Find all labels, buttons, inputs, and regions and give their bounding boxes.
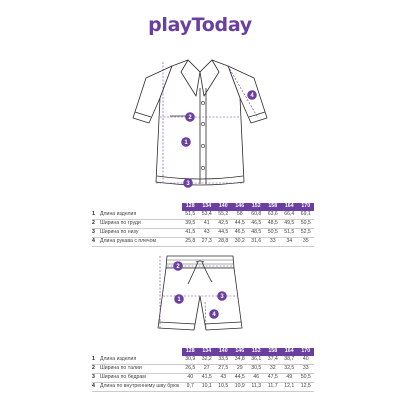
cell-value: 51,5: [182, 211, 199, 220]
cell-value: 32,5: [281, 365, 298, 374]
cell-value: 11,3: [248, 383, 265, 392]
table-row: [92, 356, 314, 365]
table-row: [92, 211, 314, 220]
size-header: 170: [298, 348, 315, 356]
cell-value: 35: [298, 238, 315, 247]
cell-value: 41,5: [182, 229, 199, 238]
cell-value: 37,4: [265, 356, 282, 365]
cell-value: 49: [281, 374, 298, 383]
cell-value: 63,6: [265, 211, 282, 220]
cell-value: 30,9: [182, 356, 199, 365]
row-label: Длина изделия: [100, 356, 182, 365]
cell-value: 27: [199, 365, 216, 374]
size-header: 164: [281, 203, 298, 211]
cell-value: 27,3: [199, 238, 216, 247]
cell-value: 60,8: [248, 211, 265, 220]
cell-value: 39,5: [182, 220, 199, 229]
cell-value: 46,5: [248, 220, 265, 229]
cell-value: 40: [298, 356, 315, 365]
shirt-button: [201, 122, 204, 125]
size-header: 140: [215, 203, 232, 211]
shirt-marker-4: 4: [250, 93, 254, 100]
cell-value: 33,5: [215, 356, 232, 365]
cell-value: 30,5: [248, 365, 265, 374]
cell-value: 69,1: [298, 211, 315, 220]
cell-value: 43: [215, 374, 232, 383]
cell-value: 11,7: [265, 383, 282, 392]
cell-value: 46,5: [232, 229, 249, 238]
size-header: 134: [199, 348, 216, 356]
table-row: [92, 365, 314, 374]
cell-value: 33: [298, 365, 315, 374]
shirt-marker-2: 2: [188, 115, 192, 122]
row-label: Длина по внутреннему шву брюк: [100, 383, 182, 392]
shirt-button: [201, 101, 204, 104]
cell-value: 41: [199, 220, 216, 229]
row-label: Ширина по груди: [100, 220, 182, 229]
cell-value: 50,5: [298, 374, 315, 383]
cell-value: 38,7: [281, 356, 298, 365]
shorts-drawing: [0, 250, 400, 350]
cell-value: 58: [232, 211, 249, 220]
table-row: [92, 383, 314, 392]
table-row: [92, 220, 314, 229]
size-header: 152: [248, 203, 265, 211]
cell-value: 47,5: [265, 374, 282, 383]
table-row: [92, 238, 314, 247]
row-number: 4: [92, 238, 100, 247]
cell-value: 44,5: [215, 229, 232, 238]
cell-value: 12,5: [298, 383, 315, 392]
shorts-size-header-row: [92, 348, 314, 356]
row-label: Длина изделия: [100, 211, 182, 220]
cell-value: 32: [265, 365, 282, 374]
cell-value: 25,8: [182, 238, 199, 247]
cell-value: 9,7: [182, 383, 199, 392]
cell-value: 52,5: [298, 229, 315, 238]
row-number: 3: [92, 229, 100, 238]
shirt-button: [201, 144, 204, 147]
cell-value: 36,1: [248, 356, 265, 365]
cell-value: 66,4: [281, 211, 298, 220]
cell-value: 30,2: [232, 238, 249, 247]
size-header: 164: [281, 348, 298, 356]
cell-value: 51,5: [281, 229, 298, 238]
table-row: [92, 229, 314, 238]
cell-value: 44,5: [232, 374, 249, 383]
cell-value: 53,4: [199, 211, 216, 220]
cell-value: 55,2: [215, 211, 232, 220]
cell-value: 32,2: [199, 356, 216, 365]
row-number: 2: [92, 220, 100, 229]
shirt-size-table: [92, 203, 314, 247]
cell-value: 49,5: [281, 220, 298, 229]
row-label: Ширина по бедрам: [100, 374, 182, 383]
shorts-marker-4: 4: [212, 312, 216, 319]
row-number: 1: [92, 356, 100, 365]
cell-value: 48,5: [248, 229, 265, 238]
shirt-marker-3: 3: [186, 181, 190, 188]
shirt-button: [201, 166, 204, 169]
cell-value: 42,5: [215, 220, 232, 229]
cell-value: 31,6: [248, 238, 265, 247]
cell-value: 44,5: [232, 220, 249, 229]
cell-value: 34: [281, 238, 298, 247]
size-header: 152: [248, 348, 265, 356]
cell-value: 10,1: [199, 383, 216, 392]
row-number: 3: [92, 374, 100, 383]
size-header: 146: [232, 348, 249, 356]
size-header: 140: [215, 348, 232, 356]
row-label: Длина рукава с плечом: [100, 238, 182, 247]
shorts-marker-3: 3: [220, 294, 224, 301]
cell-value: 26,5: [182, 365, 199, 374]
shorts-marker-2: 2: [176, 264, 180, 271]
row-label: Ширина по талии: [100, 365, 182, 374]
size-header: 146: [232, 203, 249, 211]
shorts-marker-1: 1: [177, 297, 181, 304]
cell-value: 34,8: [232, 356, 249, 365]
size-header: 170: [298, 203, 315, 211]
cell-value: 10,5: [215, 383, 232, 392]
cell-value: 12,1: [281, 383, 298, 392]
cell-value: 50,5: [265, 229, 282, 238]
size-header: 128: [182, 348, 199, 356]
cell-value: 10,9: [232, 383, 249, 392]
shirt-marker-1: 1: [184, 140, 188, 147]
cell-value: 27,5: [215, 365, 232, 374]
shorts-size-table: [92, 348, 314, 392]
row-number: 4: [92, 383, 100, 392]
row-number: 2: [92, 365, 100, 374]
shorts-body: [158, 268, 242, 330]
cell-value: 48,5: [265, 220, 282, 229]
cell-value: 33: [265, 238, 282, 247]
size-header: 128: [182, 203, 199, 211]
cell-value: 50,5: [298, 220, 315, 229]
cell-value: 46: [248, 374, 265, 383]
cell-value: 43: [199, 229, 216, 238]
cell-value: 29: [232, 365, 249, 374]
cell-value: 41,5: [199, 374, 216, 383]
row-label: Ширина по низу: [100, 229, 182, 238]
shirt-size-header-row: [92, 203, 314, 211]
size-header: 158: [265, 203, 282, 211]
table-row: [92, 374, 314, 383]
size-header: 158: [265, 348, 282, 356]
row-number: 1: [92, 211, 100, 220]
size-header: 134: [199, 203, 216, 211]
cell-value: 28,8: [215, 238, 232, 247]
cell-value: 40: [182, 374, 199, 383]
brand-logo: playToday: [148, 14, 252, 36]
